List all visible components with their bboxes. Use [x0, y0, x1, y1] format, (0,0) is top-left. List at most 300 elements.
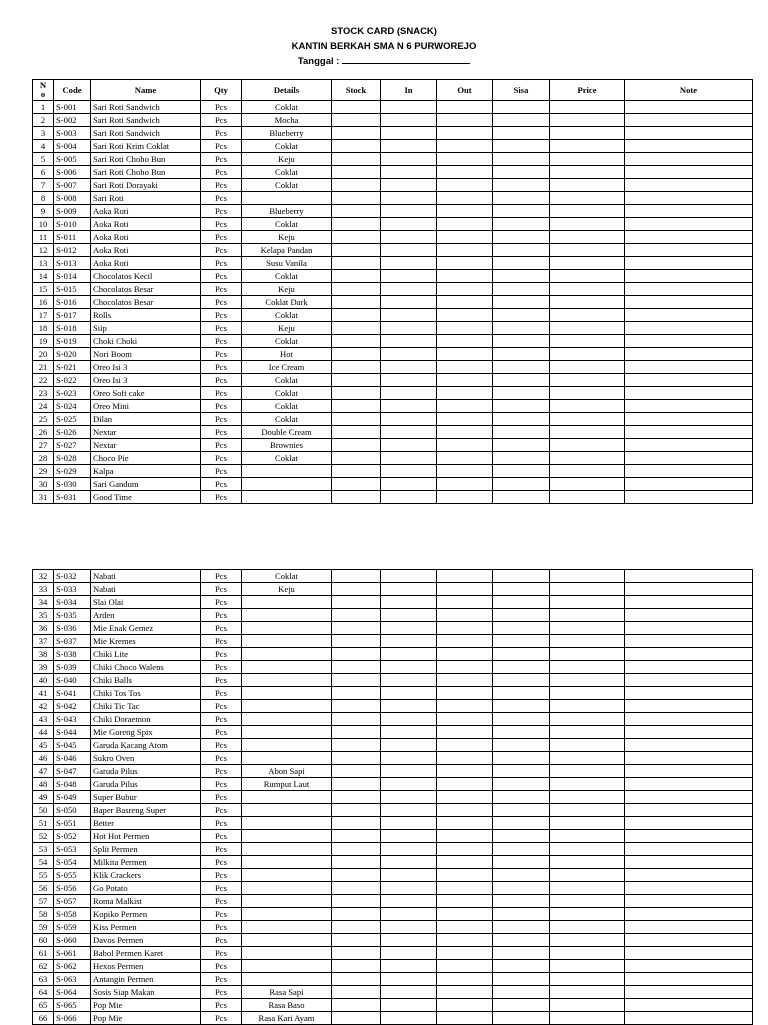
- cell-in[interactable]: [381, 387, 437, 400]
- cell-in[interactable]: [381, 843, 437, 856]
- cell-sisa[interactable]: [493, 179, 550, 192]
- cell-note[interactable]: [625, 387, 753, 400]
- cell-out[interactable]: [437, 973, 493, 986]
- cell-in[interactable]: [381, 713, 437, 726]
- cell-out[interactable]: [437, 322, 493, 335]
- cell-in[interactable]: [381, 335, 437, 348]
- cell-in[interactable]: [381, 140, 437, 153]
- cell-note[interactable]: [625, 778, 753, 791]
- cell-price[interactable]: [550, 947, 625, 960]
- cell-price[interactable]: [550, 387, 625, 400]
- cell-note[interactable]: [625, 192, 753, 205]
- cell-note[interactable]: [625, 491, 753, 504]
- cell-price[interactable]: [550, 804, 625, 817]
- cell-sisa[interactable]: [493, 231, 550, 244]
- cell-stock[interactable]: [332, 205, 381, 218]
- cell-sisa[interactable]: [493, 296, 550, 309]
- cell-note[interactable]: [625, 661, 753, 674]
- cell-stock[interactable]: [332, 908, 381, 921]
- cell-in[interactable]: [381, 413, 437, 426]
- cell-out[interactable]: [437, 478, 493, 491]
- cell-out[interactable]: [437, 491, 493, 504]
- cell-price[interactable]: [550, 882, 625, 895]
- cell-sisa[interactable]: [493, 752, 550, 765]
- cell-in[interactable]: [381, 999, 437, 1012]
- cell-stock[interactable]: [332, 856, 381, 869]
- cell-stock[interactable]: [332, 413, 381, 426]
- cell-sisa[interactable]: [493, 322, 550, 335]
- cell-stock[interactable]: [332, 270, 381, 283]
- cell-sisa[interactable]: [493, 765, 550, 778]
- cell-note[interactable]: [625, 570, 753, 583]
- cell-stock[interactable]: [332, 426, 381, 439]
- cell-price[interactable]: [550, 1012, 625, 1025]
- cell-sisa[interactable]: [493, 960, 550, 973]
- cell-in[interactable]: [381, 270, 437, 283]
- cell-sisa[interactable]: [493, 1012, 550, 1025]
- cell-out[interactable]: [437, 583, 493, 596]
- cell-price[interactable]: [550, 765, 625, 778]
- cell-in[interactable]: [381, 322, 437, 335]
- cell-sisa[interactable]: [493, 934, 550, 947]
- cell-out[interactable]: [437, 101, 493, 114]
- cell-in[interactable]: [381, 947, 437, 960]
- cell-in[interactable]: [381, 231, 437, 244]
- cell-note[interactable]: [625, 908, 753, 921]
- cell-sisa[interactable]: [493, 309, 550, 322]
- cell-in[interactable]: [381, 192, 437, 205]
- cell-price[interactable]: [550, 348, 625, 361]
- cell-sisa[interactable]: [493, 622, 550, 635]
- cell-out[interactable]: [437, 335, 493, 348]
- cell-stock[interactable]: [332, 986, 381, 999]
- cell-in[interactable]: [381, 400, 437, 413]
- cell-note[interactable]: [625, 869, 753, 882]
- cell-out[interactable]: [437, 622, 493, 635]
- cell-stock[interactable]: [332, 921, 381, 934]
- cell-sisa[interactable]: [493, 101, 550, 114]
- cell-price[interactable]: [550, 921, 625, 934]
- cell-in[interactable]: [381, 114, 437, 127]
- cell-out[interactable]: [437, 921, 493, 934]
- cell-note[interactable]: [625, 609, 753, 622]
- cell-in[interactable]: [381, 426, 437, 439]
- cell-sisa[interactable]: [493, 921, 550, 934]
- cell-sisa[interactable]: [493, 244, 550, 257]
- cell-price[interactable]: [550, 635, 625, 648]
- cell-stock[interactable]: [332, 804, 381, 817]
- cell-in[interactable]: [381, 179, 437, 192]
- cell-out[interactable]: [437, 999, 493, 1012]
- cell-in[interactable]: [381, 491, 437, 504]
- cell-in[interactable]: [381, 622, 437, 635]
- cell-price[interactable]: [550, 179, 625, 192]
- cell-note[interactable]: [625, 583, 753, 596]
- cell-stock[interactable]: [332, 361, 381, 374]
- cell-out[interactable]: [437, 648, 493, 661]
- cell-sisa[interactable]: [493, 166, 550, 179]
- cell-in[interactable]: [381, 869, 437, 882]
- cell-stock[interactable]: [332, 127, 381, 140]
- cell-in[interactable]: [381, 765, 437, 778]
- cell-in[interactable]: [381, 296, 437, 309]
- cell-note[interactable]: [625, 804, 753, 817]
- cell-price[interactable]: [550, 713, 625, 726]
- cell-in[interactable]: [381, 921, 437, 934]
- cell-stock[interactable]: [332, 713, 381, 726]
- cell-in[interactable]: [381, 583, 437, 596]
- cell-stock[interactable]: [332, 687, 381, 700]
- cell-out[interactable]: [437, 452, 493, 465]
- cell-note[interactable]: [625, 960, 753, 973]
- cell-price[interactable]: [550, 934, 625, 947]
- cell-stock[interactable]: [332, 218, 381, 231]
- cell-note[interactable]: [625, 817, 753, 830]
- cell-note[interactable]: [625, 205, 753, 218]
- cell-out[interactable]: [437, 960, 493, 973]
- cell-in[interactable]: [381, 244, 437, 257]
- cell-in[interactable]: [381, 687, 437, 700]
- cell-stock[interactable]: [332, 791, 381, 804]
- cell-out[interactable]: [437, 348, 493, 361]
- cell-stock[interactable]: [332, 609, 381, 622]
- cell-sisa[interactable]: [493, 869, 550, 882]
- cell-sisa[interactable]: [493, 856, 550, 869]
- cell-sisa[interactable]: [493, 374, 550, 387]
- cell-stock[interactable]: [332, 192, 381, 205]
- cell-stock[interactable]: [332, 231, 381, 244]
- cell-sisa[interactable]: [493, 830, 550, 843]
- cell-out[interactable]: [437, 270, 493, 283]
- cell-out[interactable]: [437, 179, 493, 192]
- cell-out[interactable]: [437, 739, 493, 752]
- cell-in[interactable]: [381, 700, 437, 713]
- cell-stock[interactable]: [332, 114, 381, 127]
- cell-sisa[interactable]: [493, 192, 550, 205]
- cell-sisa[interactable]: [493, 635, 550, 648]
- cell-note[interactable]: [625, 921, 753, 934]
- cell-stock[interactable]: [332, 309, 381, 322]
- cell-price[interactable]: [550, 596, 625, 609]
- cell-stock[interactable]: [332, 830, 381, 843]
- cell-note[interactable]: [625, 101, 753, 114]
- cell-out[interactable]: [437, 218, 493, 231]
- cell-out[interactable]: [437, 127, 493, 140]
- cell-note[interactable]: [625, 361, 753, 374]
- cell-note[interactable]: [625, 934, 753, 947]
- cell-out[interactable]: [437, 856, 493, 869]
- cell-note[interactable]: [625, 739, 753, 752]
- cell-sisa[interactable]: [493, 674, 550, 687]
- cell-out[interactable]: [437, 374, 493, 387]
- cell-note[interactable]: [625, 765, 753, 778]
- cell-in[interactable]: [381, 205, 437, 218]
- cell-out[interactable]: [437, 413, 493, 426]
- cell-note[interactable]: [625, 452, 753, 465]
- cell-sisa[interactable]: [493, 257, 550, 270]
- cell-price[interactable]: [550, 309, 625, 322]
- cell-price[interactable]: [550, 752, 625, 765]
- cell-sisa[interactable]: [493, 218, 550, 231]
- cell-out[interactable]: [437, 986, 493, 999]
- cell-in[interactable]: [381, 986, 437, 999]
- cell-stock[interactable]: [332, 283, 381, 296]
- cell-price[interactable]: [550, 726, 625, 739]
- cell-note[interactable]: [625, 791, 753, 804]
- cell-sisa[interactable]: [493, 439, 550, 452]
- cell-out[interactable]: [437, 830, 493, 843]
- cell-price[interactable]: [550, 192, 625, 205]
- cell-in[interactable]: [381, 752, 437, 765]
- cell-price[interactable]: [550, 218, 625, 231]
- cell-in[interactable]: [381, 726, 437, 739]
- cell-price[interactable]: [550, 231, 625, 244]
- cell-sisa[interactable]: [493, 739, 550, 752]
- cell-in[interactable]: [381, 218, 437, 231]
- cell-sisa[interactable]: [493, 335, 550, 348]
- cell-sisa[interactable]: [493, 778, 550, 791]
- cell-stock[interactable]: [332, 635, 381, 648]
- cell-stock[interactable]: [332, 934, 381, 947]
- cell-in[interactable]: [381, 830, 437, 843]
- cell-out[interactable]: [437, 465, 493, 478]
- cell-sisa[interactable]: [493, 791, 550, 804]
- cell-price[interactable]: [550, 661, 625, 674]
- cell-in[interactable]: [381, 478, 437, 491]
- cell-out[interactable]: [437, 882, 493, 895]
- cell-price[interactable]: [550, 739, 625, 752]
- cell-price[interactable]: [550, 908, 625, 921]
- cell-out[interactable]: [437, 726, 493, 739]
- cell-stock[interactable]: [332, 960, 381, 973]
- cell-note[interactable]: [625, 348, 753, 361]
- cell-stock[interactable]: [332, 335, 381, 348]
- cell-stock[interactable]: [332, 700, 381, 713]
- cell-in[interactable]: [381, 674, 437, 687]
- cell-note[interactable]: [625, 322, 753, 335]
- cell-price[interactable]: [550, 973, 625, 986]
- cell-out[interactable]: [437, 114, 493, 127]
- cell-in[interactable]: [381, 661, 437, 674]
- cell-stock[interactable]: [332, 374, 381, 387]
- cell-stock[interactable]: [332, 999, 381, 1012]
- cell-sisa[interactable]: [493, 648, 550, 661]
- cell-out[interactable]: [437, 635, 493, 648]
- cell-out[interactable]: [437, 934, 493, 947]
- cell-price[interactable]: [550, 322, 625, 335]
- cell-in[interactable]: [381, 309, 437, 322]
- cell-out[interactable]: [437, 387, 493, 400]
- cell-price[interactable]: [550, 622, 625, 635]
- cell-out[interactable]: [437, 570, 493, 583]
- cell-sisa[interactable]: [493, 583, 550, 596]
- cell-out[interactable]: [437, 791, 493, 804]
- cell-price[interactable]: [550, 153, 625, 166]
- cell-out[interactable]: [437, 153, 493, 166]
- cell-stock[interactable]: [332, 322, 381, 335]
- cell-note[interactable]: [625, 140, 753, 153]
- cell-price[interactable]: [550, 374, 625, 387]
- cell-stock[interactable]: [332, 765, 381, 778]
- cell-stock[interactable]: [332, 478, 381, 491]
- cell-out[interactable]: [437, 869, 493, 882]
- cell-stock[interactable]: [332, 452, 381, 465]
- cell-sisa[interactable]: [493, 400, 550, 413]
- cell-note[interactable]: [625, 335, 753, 348]
- cell-note[interactable]: [625, 374, 753, 387]
- cell-sisa[interactable]: [493, 947, 550, 960]
- cell-sisa[interactable]: [493, 348, 550, 361]
- cell-in[interactable]: [381, 635, 437, 648]
- cell-stock[interactable]: [332, 726, 381, 739]
- cell-stock[interactable]: [332, 179, 381, 192]
- cell-note[interactable]: [625, 856, 753, 869]
- cell-stock[interactable]: [332, 153, 381, 166]
- cell-in[interactable]: [381, 452, 437, 465]
- cell-sisa[interactable]: [493, 452, 550, 465]
- cell-price[interactable]: [550, 452, 625, 465]
- cell-sisa[interactable]: [493, 973, 550, 986]
- cell-in[interactable]: [381, 817, 437, 830]
- cell-out[interactable]: [437, 804, 493, 817]
- cell-out[interactable]: [437, 674, 493, 687]
- cell-in[interactable]: [381, 465, 437, 478]
- cell-note[interactable]: [625, 726, 753, 739]
- cell-out[interactable]: [437, 400, 493, 413]
- cell-note[interactable]: [625, 687, 753, 700]
- cell-note[interactable]: [625, 635, 753, 648]
- cell-out[interactable]: [437, 296, 493, 309]
- cell-price[interactable]: [550, 335, 625, 348]
- cell-stock[interactable]: [332, 101, 381, 114]
- cell-note[interactable]: [625, 596, 753, 609]
- cell-sisa[interactable]: [493, 843, 550, 856]
- cell-price[interactable]: [550, 270, 625, 283]
- cell-price[interactable]: [550, 869, 625, 882]
- cell-stock[interactable]: [332, 570, 381, 583]
- cell-note[interactable]: [625, 622, 753, 635]
- cell-price[interactable]: [550, 400, 625, 413]
- cell-stock[interactable]: [332, 400, 381, 413]
- cell-sisa[interactable]: [493, 426, 550, 439]
- cell-in[interactable]: [381, 596, 437, 609]
- cell-note[interactable]: [625, 244, 753, 257]
- cell-price[interactable]: [550, 895, 625, 908]
- cell-sisa[interactable]: [493, 986, 550, 999]
- cell-price[interactable]: [550, 244, 625, 257]
- cell-out[interactable]: [437, 765, 493, 778]
- cell-note[interactable]: [625, 257, 753, 270]
- cell-sisa[interactable]: [493, 596, 550, 609]
- cell-sisa[interactable]: [493, 999, 550, 1012]
- cell-in[interactable]: [381, 791, 437, 804]
- cell-price[interactable]: [550, 101, 625, 114]
- cell-stock[interactable]: [332, 583, 381, 596]
- cell-sisa[interactable]: [493, 687, 550, 700]
- cell-price[interactable]: [550, 127, 625, 140]
- cell-price[interactable]: [550, 140, 625, 153]
- cell-stock[interactable]: [332, 674, 381, 687]
- cell-note[interactable]: [625, 413, 753, 426]
- cell-sisa[interactable]: [493, 700, 550, 713]
- cell-note[interactable]: [625, 478, 753, 491]
- cell-price[interactable]: [550, 687, 625, 700]
- cell-price[interactable]: [550, 426, 625, 439]
- cell-sisa[interactable]: [493, 153, 550, 166]
- cell-out[interactable]: [437, 1012, 493, 1025]
- cell-stock[interactable]: [332, 465, 381, 478]
- cell-note[interactable]: [625, 895, 753, 908]
- cell-in[interactable]: [381, 739, 437, 752]
- cell-stock[interactable]: [332, 257, 381, 270]
- cell-stock[interactable]: [332, 648, 381, 661]
- cell-out[interactable]: [437, 752, 493, 765]
- cell-stock[interactable]: [332, 947, 381, 960]
- cell-price[interactable]: [550, 296, 625, 309]
- cell-note[interactable]: [625, 752, 753, 765]
- cell-note[interactable]: [625, 843, 753, 856]
- cell-price[interactable]: [550, 413, 625, 426]
- cell-price[interactable]: [550, 856, 625, 869]
- cell-sisa[interactable]: [493, 465, 550, 478]
- cell-out[interactable]: [437, 947, 493, 960]
- cell-stock[interactable]: [332, 166, 381, 179]
- cell-in[interactable]: [381, 882, 437, 895]
- cell-stock[interactable]: [332, 140, 381, 153]
- cell-price[interactable]: [550, 843, 625, 856]
- cell-out[interactable]: [437, 687, 493, 700]
- cell-price[interactable]: [550, 791, 625, 804]
- cell-sisa[interactable]: [493, 127, 550, 140]
- cell-in[interactable]: [381, 895, 437, 908]
- cell-out[interactable]: [437, 283, 493, 296]
- cell-in[interactable]: [381, 153, 437, 166]
- cell-out[interactable]: [437, 609, 493, 622]
- cell-in[interactable]: [381, 856, 437, 869]
- cell-price[interactable]: [550, 830, 625, 843]
- cell-price[interactable]: [550, 439, 625, 452]
- cell-stock[interactable]: [332, 596, 381, 609]
- cell-out[interactable]: [437, 166, 493, 179]
- cell-in[interactable]: [381, 1012, 437, 1025]
- cell-stock[interactable]: [332, 882, 381, 895]
- cell-price[interactable]: [550, 361, 625, 374]
- cell-note[interactable]: [625, 270, 753, 283]
- cell-stock[interactable]: [332, 244, 381, 257]
- cell-price[interactable]: [550, 570, 625, 583]
- cell-stock[interactable]: [332, 843, 381, 856]
- cell-in[interactable]: [381, 348, 437, 361]
- cell-stock[interactable]: [332, 491, 381, 504]
- cell-price[interactable]: [550, 817, 625, 830]
- cell-sisa[interactable]: [493, 713, 550, 726]
- cell-sisa[interactable]: [493, 895, 550, 908]
- cell-note[interactable]: [625, 713, 753, 726]
- cell-sisa[interactable]: [493, 570, 550, 583]
- cell-price[interactable]: [550, 283, 625, 296]
- cell-out[interactable]: [437, 192, 493, 205]
- cell-sisa[interactable]: [493, 413, 550, 426]
- cell-stock[interactable]: [332, 869, 381, 882]
- date-blank-field[interactable]: [342, 54, 470, 64]
- cell-note[interactable]: [625, 999, 753, 1012]
- cell-out[interactable]: [437, 140, 493, 153]
- cell-note[interactable]: [625, 400, 753, 413]
- cell-price[interactable]: [550, 257, 625, 270]
- cell-price[interactable]: [550, 674, 625, 687]
- cell-in[interactable]: [381, 570, 437, 583]
- cell-sisa[interactable]: [493, 726, 550, 739]
